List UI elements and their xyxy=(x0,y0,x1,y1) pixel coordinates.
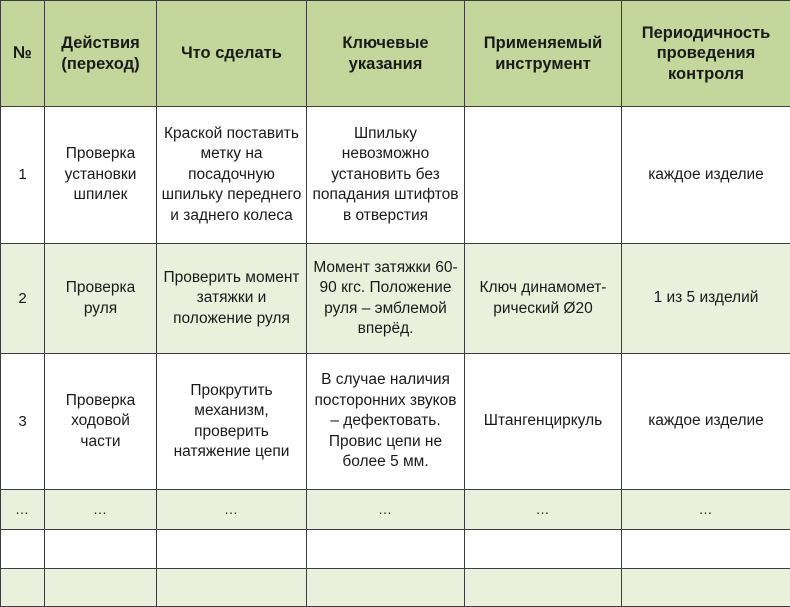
column-header-action: Действия (переход) xyxy=(45,1,157,107)
cell-what-to-do: Краской поставить метку на посадочную шпильку переднего и заднего колеса xyxy=(157,107,307,244)
column-header-what-to-do: Что сделать xyxy=(157,1,307,107)
cell-key-notes: Шпильку невозможно установить без попадания штифтов в отверстия xyxy=(307,107,465,244)
cell-action xyxy=(45,569,157,607)
cell-what-to-do xyxy=(157,569,307,607)
cell-tool: Ключ динамомет-рический Ø20 xyxy=(465,244,622,354)
cell-number: 3 xyxy=(1,354,45,490)
cell-what-to-do: Прокрутить механизм, проверить натяжение цепи xyxy=(157,354,307,490)
cell-action xyxy=(45,530,157,569)
cell-number: 2 xyxy=(1,244,45,354)
cell-tool xyxy=(465,107,622,244)
cell-action: Проверка ходовой части xyxy=(45,354,157,490)
table-row xyxy=(1,244,790,354)
cell-frequency: каждое изделие xyxy=(622,107,790,244)
cell-tool xyxy=(465,569,622,607)
column-header-number: № xyxy=(1,1,45,107)
cell-tool: … xyxy=(465,490,622,530)
table-row xyxy=(1,354,790,490)
cell-number: … xyxy=(1,490,45,530)
cell-key-notes xyxy=(307,530,465,569)
cell-number xyxy=(1,530,45,569)
cell-number: 1 xyxy=(1,107,45,244)
cell-frequency xyxy=(622,530,790,569)
cell-action: Проверка руля xyxy=(45,244,157,354)
cell-action: … xyxy=(45,490,157,530)
column-header-key-notes: Ключевые указания xyxy=(307,1,465,107)
cell-frequency: 1 из 5 изделий xyxy=(622,244,790,354)
cell-number xyxy=(1,569,45,607)
cell-frequency: каждое изделие xyxy=(622,354,790,490)
cell-key-notes: Момент затяжки 60-90 кгс. Положение руля – эмблемой вперёд. xyxy=(307,244,465,354)
cell-frequency xyxy=(622,569,790,607)
table-row-empty xyxy=(1,530,790,569)
table-row xyxy=(1,107,790,244)
cell-key-notes xyxy=(307,569,465,607)
cell-what-to-do: Проверить момент затяжки и положение руля xyxy=(157,244,307,354)
header-row xyxy=(1,1,790,107)
column-header-tool: Применяемый инструмент xyxy=(465,1,622,107)
table-row-ellipsis xyxy=(1,490,790,530)
cell-key-notes: … xyxy=(307,490,465,530)
table-header xyxy=(1,1,790,107)
cell-tool: Штангенциркуль xyxy=(465,354,622,490)
cell-what-to-do xyxy=(157,530,307,569)
column-header-frequency: Периодичность проведения контроля xyxy=(622,1,790,107)
cell-action: Проверка установки шпилек xyxy=(45,107,157,244)
table-body xyxy=(1,107,790,607)
cell-what-to-do: … xyxy=(157,490,307,530)
cell-key-notes: В случае наличия посторонних звуков – дефектовать. Провис цепи не более 5 мм. xyxy=(307,354,465,490)
table-row-empty xyxy=(1,569,790,607)
cell-tool xyxy=(465,530,622,569)
cell-frequency: … xyxy=(622,490,790,530)
